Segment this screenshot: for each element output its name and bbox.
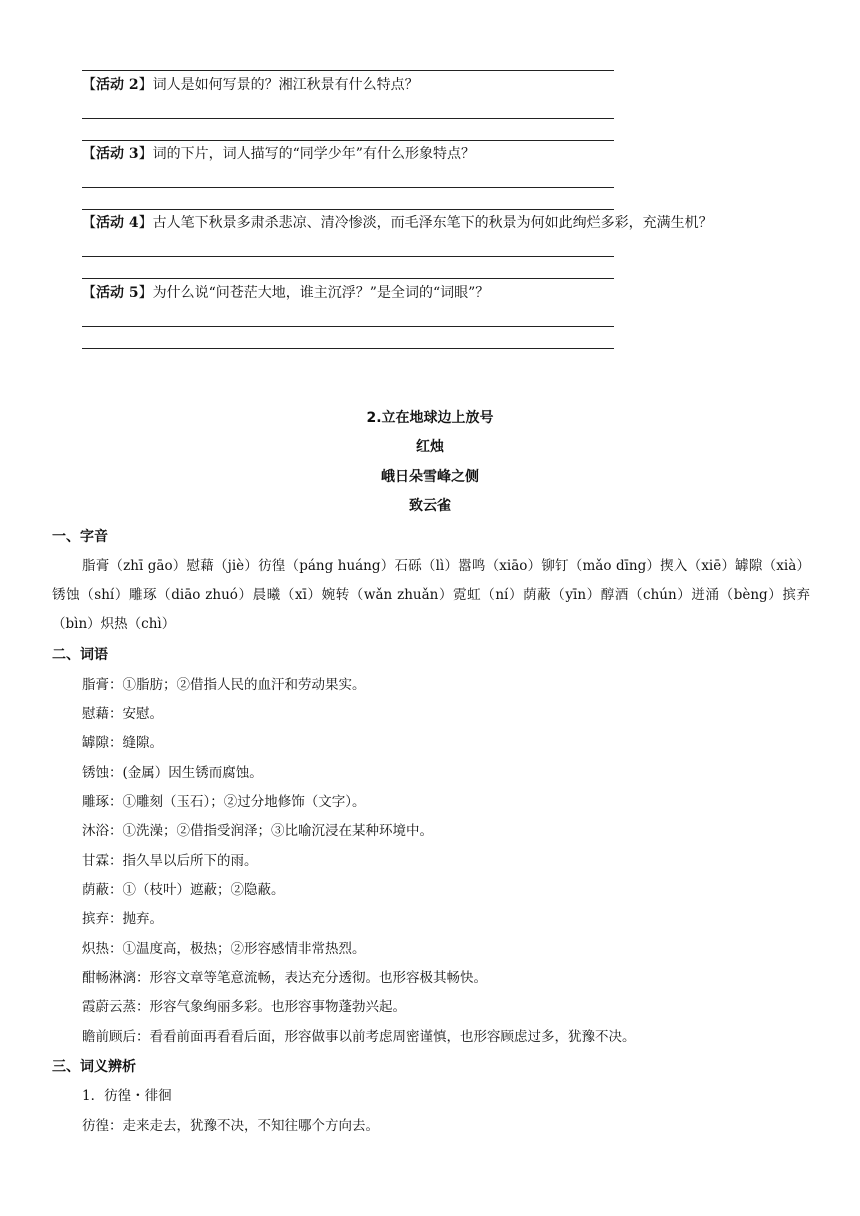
- vocab-item: 沐浴：①洗澡；②借指受润泽；③比喻沉浸在某种环境中。: [82, 823, 433, 839]
- vocab-item: 雕琢：①雕刻（玉石）；②过分地修饰（文字）。: [82, 794, 366, 810]
- section-heading: 一、字音: [52, 529, 108, 545]
- answer-line: [82, 209, 614, 210]
- answer-line: [82, 326, 614, 327]
- pronunciation-list: 脂膏（zhī gāo）慰藉（jiè）彷徨（páng huáng）石砾（lì）嚣鸣（xiāo）铆钉（mǎo dīng）揳入（xiē）罅隙（xià）锈蚀（shí）雕琢（diāo zhuó）晨曦（xī）婉转（wǎn zhuǎn）霓虹（ní）荫蔽（yīn）醇酒（chún）迸涌（bèng）摈弃（bìn）炽热（chì）: [52, 558, 810, 632]
- activity-3-question: 【活动 3】词的下片，词人描写的“同学少年”有什么形象特点？: [82, 146, 475, 162]
- activity-label: 活动 5: [96, 285, 139, 301]
- activity-label: 活动 2: [96, 77, 139, 93]
- activity-2-question: 【活动 2】词人是如何写景的？湘江秋景有什么特点？: [82, 77, 419, 93]
- poem-title: 峨日朵雪峰之侧: [381, 469, 479, 485]
- answer-line: [82, 187, 614, 188]
- answer-line: [82, 118, 614, 119]
- activity-label: 活动 4: [96, 215, 139, 231]
- answer-line: [82, 70, 614, 71]
- answer-line: [82, 256, 614, 257]
- vocab-item: 慰藉：安慰。: [82, 706, 163, 722]
- vocab-item: 霞蔚云蒸：形容气象绚丽多彩。也形容事物蓬勃兴起。: [82, 999, 406, 1015]
- lesson-title: 2.立在地球边上放号: [366, 410, 494, 426]
- answer-line: [82, 348, 614, 349]
- vocab-item: 荫蔽：①（枝叶）遮蔽；②隐蔽。: [82, 882, 285, 898]
- vocab-item: 罅隙：缝隙。: [82, 735, 163, 751]
- word-definition: 彷徨：走来走去，犹豫不决，不知往哪个方向去。: [82, 1118, 379, 1134]
- vocab-item: 甘霖：指久旱以后所下的雨。: [82, 853, 258, 869]
- answer-line: [82, 278, 614, 279]
- vocab-item: 炽热：①温度高，极热；②形容感情非常热烈。: [82, 941, 366, 957]
- poem-title: 致云雀: [409, 498, 451, 514]
- vocab-item: 摈弃：抛弃。: [82, 911, 163, 927]
- vocab-item: 脂膏：①脂肪；②借指人民的血汗和劳动果实。: [82, 677, 366, 693]
- vocab-item: 酣畅淋漓：形容文章等笔意流畅，表达充分透彻。也形容极其畅快。: [82, 970, 487, 986]
- activity-label: 活动 3: [96, 146, 139, 162]
- activity-4-question: 【活动 4】古人笔下秋景多肃杀悲凉、清冷惨淡，而毛泽东笔下的秋景为何如此绚烂多彩，充满生机？: [82, 215, 713, 231]
- activity-5-question: 【活动 5】为什么说“问苍茫大地，谁主沉浮？”是全词的“词眼”？: [82, 285, 490, 301]
- vocab-item: 锈蚀：(金属）因生锈而腐蚀。: [82, 765, 263, 781]
- poem-title: 红烛: [416, 439, 444, 455]
- answer-line: [82, 140, 614, 141]
- word-pair: 1．彷徨・徘徊: [82, 1088, 172, 1104]
- section-heading: 三、词义辨析: [52, 1059, 136, 1075]
- section-heading: 二、词语: [52, 647, 108, 663]
- vocab-item: 瞻前顾后：看看前面再看看后面，形容做事以前考虑周密谨慎，也形容顾虑过多，犹豫不决。: [82, 1029, 636, 1045]
